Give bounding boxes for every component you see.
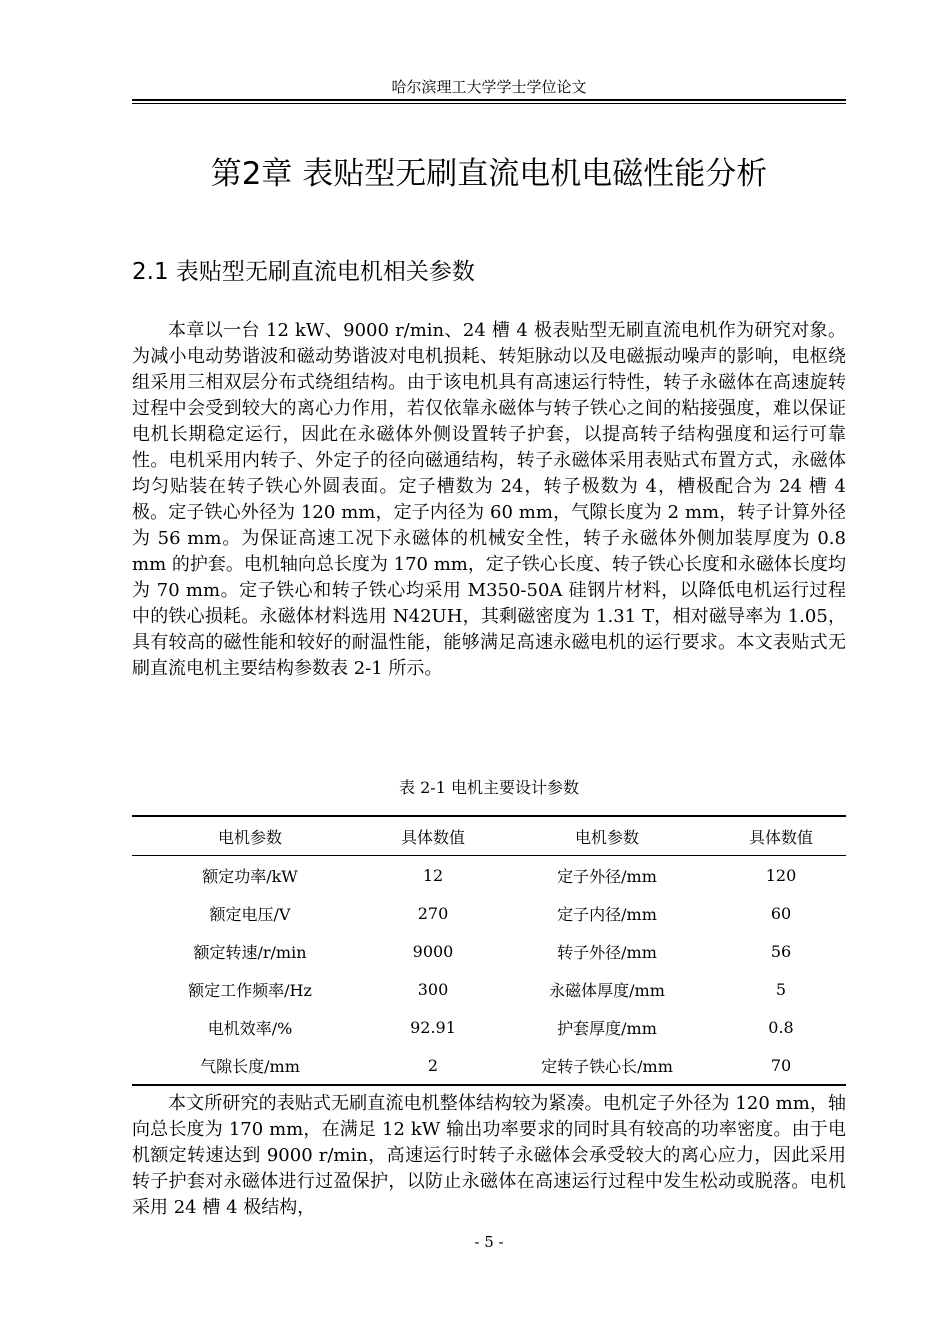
- table-cell: 60: [770, 903, 792, 923]
- table-cell: 2: [427, 1055, 439, 1075]
- table-header-cell: 具体数值: [716, 816, 846, 856]
- table-cell: 70: [770, 1055, 792, 1075]
- table-cell: 额定转速/r/min: [193, 942, 307, 962]
- table-header-row: [132, 816, 846, 856]
- table-cell: 5: [775, 979, 787, 999]
- table-cell: 120: [765, 865, 797, 885]
- table-header-cell: 电机参数: [498, 816, 716, 856]
- table-cell: 转子外径/mm: [557, 942, 657, 962]
- table-cell: 气隙长度/mm: [200, 1056, 300, 1076]
- table-header-cell: 电机参数: [132, 816, 368, 856]
- table-caption: 表 2-1 电机主要设计参数: [399, 778, 579, 797]
- table-row: [132, 932, 846, 970]
- table-cell: 电机效率/%: [207, 1018, 293, 1038]
- table-row: [132, 1046, 846, 1085]
- table-cell: 0.8: [768, 1017, 794, 1037]
- table-row: [132, 856, 846, 895]
- running-header: 哈尔滨理工大学学士学位论文: [391, 78, 587, 96]
- table-header-cell: 具体数值: [368, 816, 498, 856]
- table-cell: 额定功率/kW: [202, 866, 298, 886]
- table-cell: 270: [417, 903, 449, 923]
- body-paragraph: 本章以一台 12 kW、9000 r/min、24 槽 4 极表贴型无刷直流电机作为研究对象。为减小电动势谐波和磁动势谐波对电机损耗、转矩脉动以及电磁振动噪声的影响，电枢绕组采用三相双层分布式绕组结构。由于该电机具有高速运行特性，转子永磁体在高速旋转过程中会受到较大的离心力作用，若仅依靠永磁体与转子铁心之间的粘接强度，难以保证电机长期稳定运行，因此在永磁体外侧设置转子护套，以提高转子结构强度和运行可靠性。电机采用内转子、外定子的径向磁通结构，转子永磁体采用表贴式布置方式，永磁体均匀贴装在转子铁心外圆表面。定子槽数为 24，转子极数为 4，槽极配合为 24 槽 4 极。定子铁心外径为 120 mm，定子内径为 60 mm，气隙长度为 2 mm，转子计算外径为 56 mm。为保证高速工况下永磁体的机械安全性，转子永磁体外侧加装厚度为 0.8 mm 的护套。电机轴向总长度为 170 mm，定子铁心长度、转子铁心长度和永磁体长度均为 70 mm。定子铁心和转子铁心均采用 M350-50A 硅钢片材料，以降低电机运行过程中的铁心损耗。永磁体材料选用 N42UH，其剩磁密度为 1.31 T，相对磁导率为 1.05，具有较高的磁性能和较好的耐温性能，能够满足高速永磁电机的运行要求。本文表贴式无刷直流电机主要结构参数表 2-1 所示。: [132, 320, 846, 679]
- table-cell: 56: [770, 941, 792, 961]
- table-cell: 12: [422, 865, 444, 885]
- table-cell: 定子内径/mm: [557, 904, 657, 924]
- table-cell: 300: [417, 979, 449, 999]
- body-paragraph: 本文所研究的表贴式无刷直流电机整体结构较为紧凑。电机定子外径为 120 mm，轴向总长度为 170 mm，在满足 12 kW 输出功率要求的同时具有较高的功率密度。由于电机额定转速达到 9000 r/min，高速运行时转子永磁体会承受较大的离心应力，因此采用转子护套对永磁体进行过盈保护，以防止永磁体在高速运行过程中发生松动或脱落。电机采用 24 槽 4 极结构，: [132, 1093, 846, 1218]
- table-cell: 定子外径/mm: [557, 866, 657, 886]
- table-cell: 额定工作频率/Hz: [188, 980, 312, 1000]
- parameter-table: [132, 815, 846, 1086]
- page-number: - 5 -: [474, 1233, 504, 1251]
- table-cell: 92.91: [410, 1017, 456, 1037]
- header-rule-thick: [132, 99, 846, 101]
- table-cell: 护套厚度/mm: [557, 1018, 657, 1038]
- section-title: 2.1 表贴型无刷直流电机相关参数: [132, 259, 475, 285]
- chapter-title: 第2章 表贴型无刷直流电机电磁性能分析: [210, 156, 768, 192]
- table-row: [132, 894, 846, 932]
- table-cell: 定转子铁心长/mm: [541, 1056, 673, 1076]
- table-cell: 额定电压/V: [209, 904, 291, 924]
- header-rule-thin: [132, 103, 846, 104]
- table-row: [132, 970, 846, 1008]
- table-row: [132, 1008, 846, 1046]
- table-cell: 永磁体厚度/mm: [549, 980, 665, 1000]
- table-cell: 9000: [412, 941, 454, 961]
